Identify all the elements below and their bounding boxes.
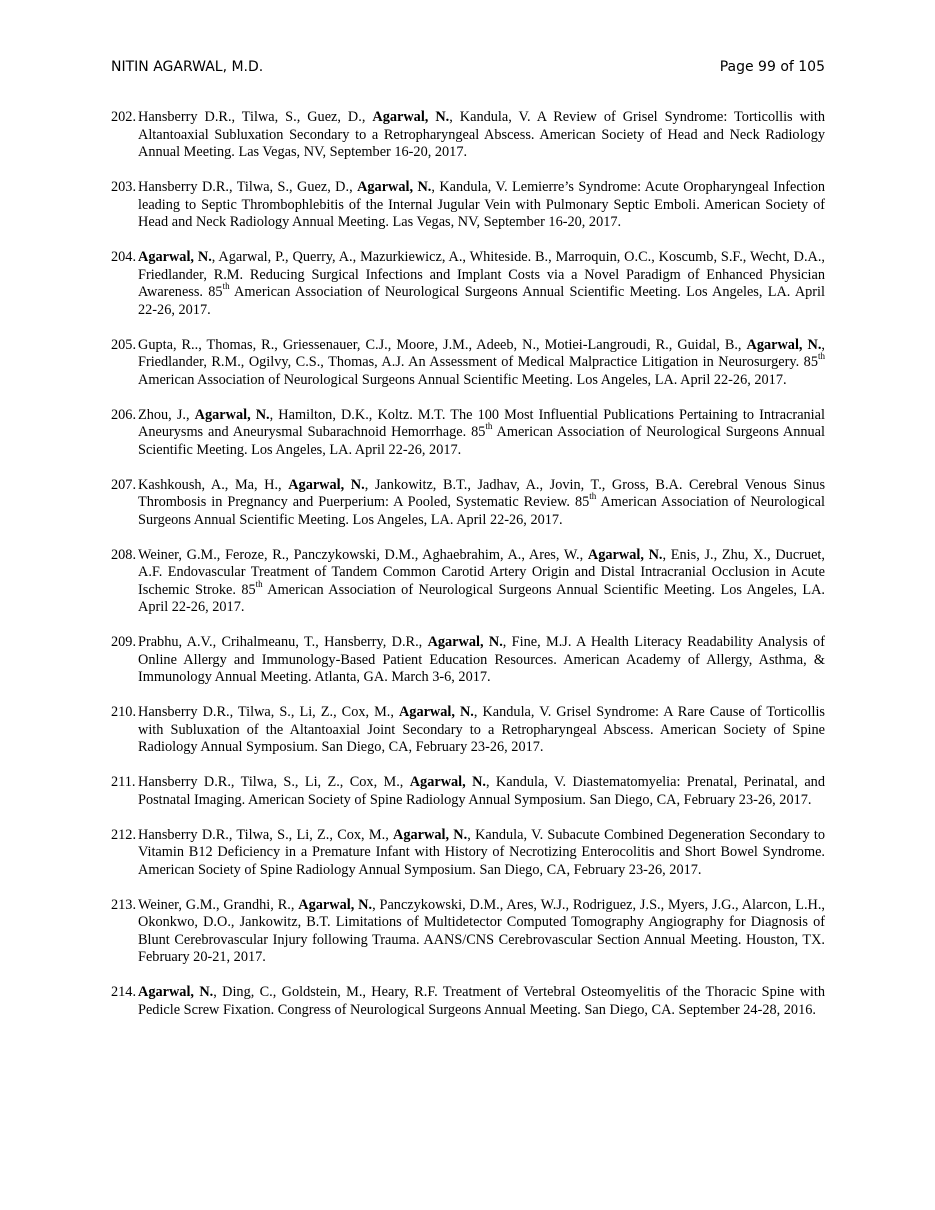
reference-segment: American Association of Neurological Surgeons Annual Scientific Meeting. Los Angeles, LA. April 22-26, 2017. <box>138 581 826 615</box>
reference-number: 209. <box>111 634 137 650</box>
reference-segment: American Association of Neurological Surgeons Annual Scientific Meeting. Los Angeles, LA. April 22-26, 2017. <box>138 494 825 528</box>
reference-segment: American Association of Neurological Surgeons Annual Scientific Meeting. Los Angeles, LA. April 22-26, 2017. <box>138 284 826 318</box>
reference-number: 213. <box>111 896 137 913</box>
author-highlight: Agarwal, N. <box>357 179 432 195</box>
reference-text <box>138 634 825 687</box>
reference-text <box>138 249 825 319</box>
author-highlight: Agarwal, N. <box>409 774 486 790</box>
reference-segment: Weiner, G.M., Grandhi, R., <box>138 896 299 913</box>
reference-text <box>138 179 825 232</box>
ordinal-superscript: th <box>255 578 263 589</box>
reference-segment: Hansberry D.R., Tilwa, S., Li, Z., Cox, M., <box>138 774 410 790</box>
reference-segment: , Friedlander, R.M., Ogilvy, C.S., Thomas, A.J. An Assessment of Medical Malpractice Litigation in Neurosurgery. 85 <box>138 336 825 370</box>
reference-item <box>111 249 825 319</box>
author-highlight: Agarwal, N. <box>393 826 468 843</box>
reference-segment: Zhou, J., <box>138 406 195 423</box>
reference-item <box>111 984 825 1019</box>
reference-number: 202. <box>111 109 137 125</box>
reference-text <box>138 984 825 1019</box>
reference-segment: , Ding, C., Goldstein, M., Heary, R.F. Treatment of Vertebral Osteomyelitis of the Thoracic Spine with Pedicle Screw Fixation. Congress of Neurological Surgeons Annual Meeting. San Diego, CA. September 24-28, 2016. <box>138 984 825 1018</box>
page-header <box>111 55 825 79</box>
reference-list <box>111 109 825 1037</box>
author-name: NITIN AGARWAL, M.D. <box>111 59 264 75</box>
reference-number: 210. <box>111 704 137 720</box>
author-highlight: Agarwal, N. <box>298 896 373 913</box>
reference-number: 203. <box>111 179 137 195</box>
page-number: Page 99 of 105 <box>719 59 825 75</box>
reference-text <box>138 897 825 967</box>
reference-segment: , Kandula, V. Subacute Combined Degeneration Secondary to Vitamin B12 Deficiency in a Premature Infant with History of Necrotizing Enterocolitis and Short Bowel Syndrome. American Society of Spine Radiology Annual Symposium. San Diego, CA, February 23-26, 2017. <box>138 826 825 878</box>
reference-segment: Hansberry D.R., Tilwa, S., Guez, D., <box>138 179 358 195</box>
ordinal-superscript: th <box>485 421 493 432</box>
reference-text <box>138 774 825 809</box>
author-highlight: Agarwal, N. <box>587 546 663 563</box>
author-highlight: Agarwal, N. <box>746 336 822 353</box>
reference-segment: , Fine, M.J. A Health Literacy Readability Analysis of Online Allergy and Immunology-Based Patient Education Resources. American Academy of Allergy, Asthma, & Immunology Annual Meeting. Atlanta, GA. March 3-6, 2017. <box>138 634 825 685</box>
reference-segment: Prabhu, A.V., Crihalmeanu, T., Hansberry, D.R., <box>138 634 428 650</box>
reference-item <box>111 407 825 460</box>
reference-item <box>111 547 825 617</box>
reference-item <box>111 109 825 162</box>
reference-segment: Hansberry D.R., Tilwa, S., Li, Z., Cox, M., <box>138 826 394 843</box>
author-highlight: Agarwal, N. <box>398 704 474 720</box>
ordinal-superscript: th <box>589 491 597 502</box>
author-highlight: Agarwal, N. <box>138 984 214 1000</box>
reference-segment: Gupta, R.., Thomas, R., Griessenauer, C.J., Moore, J.M., Adeeb, N., Motiei-Langroudi, R., Guidal, B., <box>138 336 747 353</box>
reference-segment: , Panczykowski, D.M., Ares, W.J., Rodriguez, J.S., Myers, J.G., Alarcon, L.H., Okonkwo, D.O., Jankowitz, B.T. Limitations of Multidetector Computed Tomography Angiography for Diagnosis of Blunt Cerebrovascular Injury following Trauma. AANS/CNS Cerebrovascular Section Annual Meeting. Houston, TX. February 20-21, 2017. <box>138 896 825 965</box>
reference-item <box>111 634 825 687</box>
reference-number: 211. <box>111 774 136 790</box>
reference-segment: Kashkoush, A., Ma, H., <box>138 476 289 493</box>
reference-segment: Hansberry D.R., Tilwa, S., Li, Z., Cox, M., <box>138 704 399 720</box>
reference-item <box>111 337 825 390</box>
reference-number: 212. <box>111 826 137 843</box>
reference-segment: American Association of Neurological Surgeons Annual Scientific Meeting. Los Angeles, LA. April 22-26, 2017. <box>138 371 787 388</box>
ordinal-superscript: th <box>222 281 230 292</box>
reference-number: 208. <box>111 546 137 563</box>
reference-text <box>138 827 825 880</box>
reference-segment: , Kandula, V. Lemierre’s Syndrome: Acute Oropharyngeal Infection leading to Septic Thrombophlebitis of the Internal Jugular Vein with Pulmonary Septic Emboli. American Society of Head and Neck Radiology Annual Meeting. Las Vegas, NV, September 16-20, 2017. <box>138 179 825 230</box>
reference-segment: , Hamilton, D.K., Koltz. M.T. The 100 Most Influential Publications Pertaining to Intracranial Aneurysms and Aneurysmal Subarachnoid Hemorrhage. 85 <box>138 406 825 440</box>
reference-number: 205. <box>111 336 137 353</box>
reference-segment: American Association of Neurological Surgeons Annual Scientific Meeting. Los Angeles, LA. April 22-26, 2017. <box>138 424 825 458</box>
reference-text <box>138 109 825 162</box>
reference-segment: , Kandula, V. Grisel Syndrome: A Rare Cause of Torticollis with Subluxation of the Altantoaxial Joint Secondary to a Retropharyngeal Abscess. American Society of Spine Radiology Annual Symposium. San Diego, CA, February 23-26, 2017. <box>138 704 825 755</box>
reference-segment: , Enis, J., Zhu, X., Ducruet, A.F. Endovascular Treatment of Tandem Common Carotid Artery Origin and Distal Intracranial Occlusion in Acute Ischemic Stroke. 85 <box>138 546 825 598</box>
reference-item <box>111 179 825 232</box>
reference-segment: Weiner, G.M., Feroze, R., Panczykowski, D.M., Aghaebrahim, A., Ares, W., <box>138 546 588 563</box>
reference-text <box>138 337 825 390</box>
reference-segment: Hansberry D.R., Tilwa, S., Guez, D., <box>138 109 373 125</box>
reference-item <box>111 477 825 530</box>
reference-segment: , Agarwal, P., Querry, A., Mazurkiewicz, A., Whiteside. B., Marroquin, O.C., Koscumb, S.F., Wecht, D.A., Friedlander, R.M. Reducing Surgical Infections and Implant Costs via a Novel Paradigm of Enhanced Physician Awareness. 85 <box>138 249 825 300</box>
author-highlight: Agarwal, N. <box>372 109 450 125</box>
reference-item <box>111 704 825 757</box>
reference-text <box>138 477 825 530</box>
reference-number: 206. <box>111 406 137 423</box>
author-highlight: Agarwal, N. <box>194 406 270 423</box>
reference-number: 207. <box>111 476 137 493</box>
reference-item <box>111 827 825 880</box>
reference-number: 204. <box>111 249 137 265</box>
reference-item <box>111 897 825 967</box>
ordinal-superscript: th <box>817 351 825 362</box>
author-highlight: Agarwal, N. <box>427 634 503 650</box>
reference-text <box>138 407 825 460</box>
reference-item <box>111 774 825 809</box>
reference-segment: , Jankowitz, B.T., Jadhav, A., Jovin, T., Gross, B.A. Cerebral Venous Sinus Thrombosis in Pregnancy and Puerperium: A Pooled, Systematic Review. 85 <box>138 476 826 510</box>
author-highlight: Agarwal, N. <box>138 249 212 265</box>
reference-text <box>138 704 825 757</box>
author-highlight: Agarwal, N. <box>288 476 365 493</box>
reference-number: 214. <box>111 984 137 1000</box>
reference-text <box>138 547 825 617</box>
reference-segment: , Kandula, V. A Review of Grisel Syndrome: Torticollis with Altantoaxial Subluxation Secondary to a Retropharyngeal Abscess. American Society of Head and Neck Radiology Annual Meeting. Las Vegas, NV, September 16-20, 2017. <box>138 109 825 160</box>
reference-segment: , Kandula, V. Diastematomyelia: Prenatal, Perinatal, and Postnatal Imaging. American Society of Spine Radiology Annual Symposium. San Diego, CA, February 23-26, 2017. <box>138 774 825 808</box>
